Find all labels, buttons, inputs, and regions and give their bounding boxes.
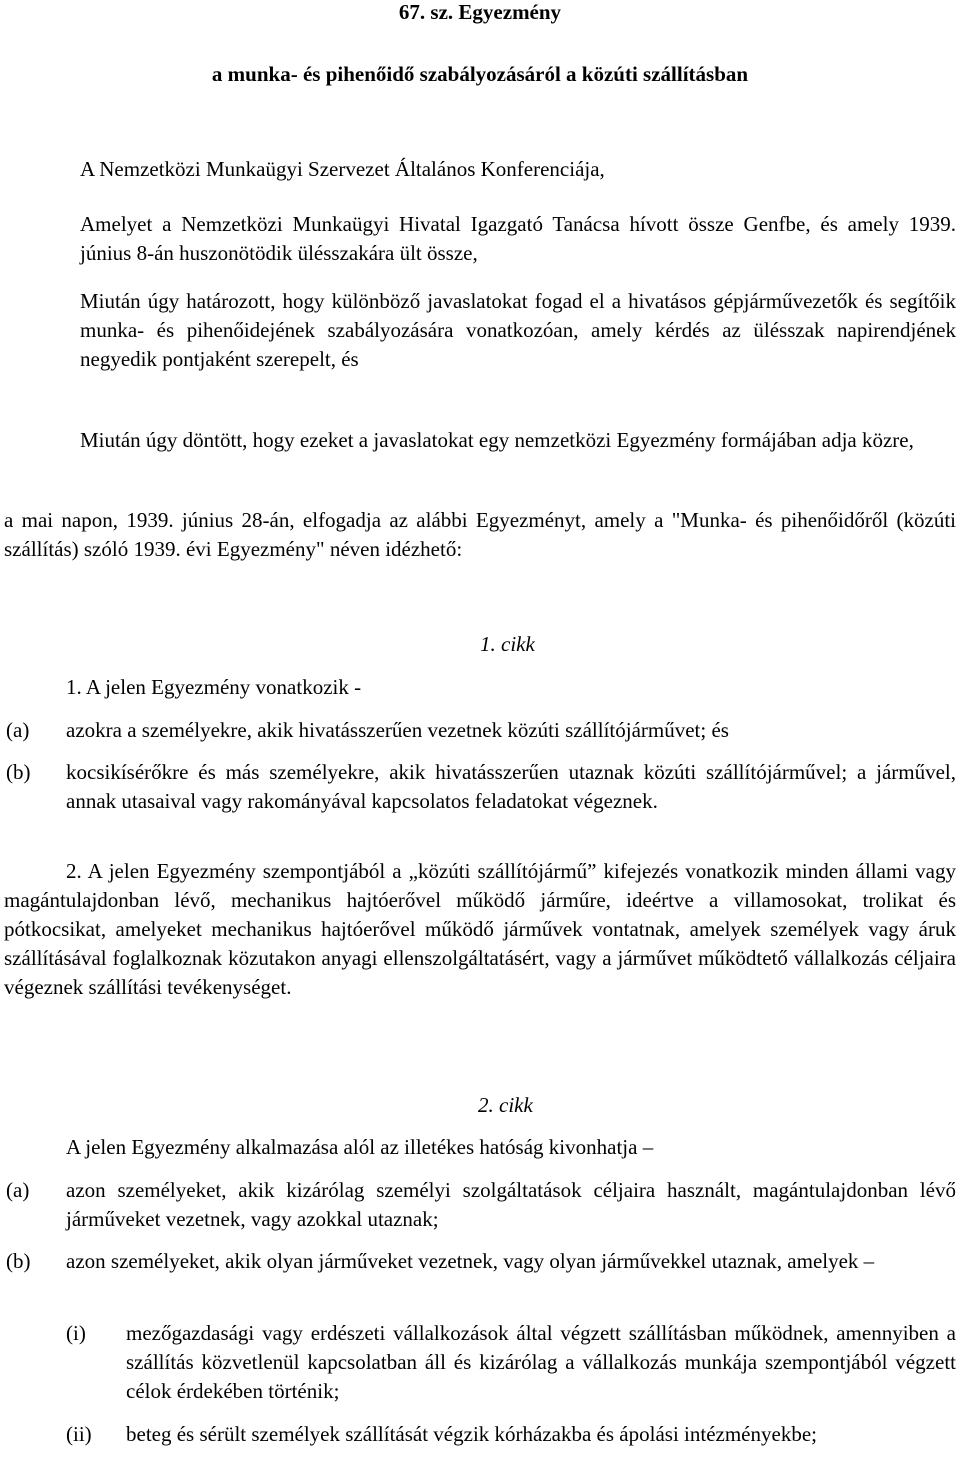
article-2-subitem-ii-text: beteg és sérült személyek szállítását végzik kórházakba és ápolási intézményekbe; [126, 1422, 817, 1446]
article-1-paragraph-2: 2. A jelen Egyezmény szempontjából a „közúti szállítójármű” kifejezés vonatkozik minden állami vagy magántulajdonban lévő, mechanikus hajtóerővel működő járműre, ideértve a villamosokat, trolikat és pótkocsikat, amelyeket mechanikus hajtóerővel működő járművek vontatnak, amelyek személyek vagy áruk szállításával foglalkoznak közutakon anyagi ellenszolgáltatásért, vagy a járművet működtető vállalkozás céljaira végeznek szállítási tevékenységet. [4, 859, 956, 999]
convention-number: 67. sz. Egyezmény [398, 0, 562, 24]
article-2-item-b-text: azon személyeket, akik olyan járműveket vezetnek, vagy olyan járművekkel utaznak, amelyek – [66, 1249, 875, 1273]
article-2-heading: 2. cikk [478, 1093, 533, 1117]
preamble-paragraph-3 [80, 426, 956, 455]
preamble-paragraph-4-text: a mai napon, 1939. június 28-án, elfogadja az alábbi Egyezményt, amely a "Munka- és pihenőidőről (közúti szállítás) szóló 1939. évi Egyezmény" néven idézhető: [4, 508, 956, 561]
article-2-item-b-label: (b) [6, 1249, 31, 1273]
article-2-subitem-i-text: mezőgazdasági vagy erdészeti vállalkozások által végzett szállításban működnek, amennyiben a szállítás közvetlenül kapcsolatban áll és kizárólag a vállalkozás munkája szempontjából végzett célok érdekében történik; [126, 1321, 956, 1403]
article-2-subitem-ii-label: (ii) [66, 1422, 92, 1446]
article-1-item-a-label: (a) [6, 718, 30, 742]
preamble-paragraph-4 [4, 506, 956, 564]
article-1-paragraph-1: 1. A jelen Egyezmény vonatkozik - [66, 675, 362, 699]
article-1-item-b-label: (b) [6, 760, 31, 784]
preamble-paragraph-2 [80, 287, 956, 374]
preamble-intro: A Nemzetközi Munkaügyi Szervezet Általános Konferenciája, [80, 157, 605, 181]
article-2-item-a-text: azon személyeket, akik kizárólag személyi szolgáltatások céljaira használt, magántulajdonban lévő járműveket vezetnek, vagy azokkal utaznak; [66, 1178, 956, 1231]
convention-title: a munka- és pihenőidő szabályozásáról a közúti szállításban [211, 62, 749, 86]
preamble-paragraph-1-text: Amelyet a Nemzetközi Munkaügyi Hivatal Igazgató Tanácsa hívott össze Genfbe, és amely 1939. június 8-án huszonötödik ülésszakára ült össze, [80, 212, 956, 265]
preamble-paragraph-2-text: Miután úgy határozott, hogy különböző javaslatokat fogad el a hivatásos gépjárművezetők és segítőik munka- és pihenőidejének szabályozására vonatkozóan, amely kérdés az ülésszak napirendjének negyedik pontjaként szerepelt, és [80, 289, 956, 371]
article-2-intro: A jelen Egyezmény alkalmazása alól az illetékes hatóság kivonhatja – [66, 1135, 654, 1159]
preamble-paragraph-3-text: Miután úgy döntött, hogy ezeket a javaslatokat egy nemzetközi Egyezmény formájában adja közre, [80, 428, 914, 452]
article-1-heading: 1. cikk [480, 632, 535, 656]
preamble-paragraph-1 [80, 210, 956, 268]
article-2-item-a-label: (a) [6, 1178, 30, 1202]
article-1-item-a-text: azokra a személyekre, akik hivatásszerűen vezetnek közúti szállítójárművet; és [66, 718, 729, 742]
article-1-item-b-text: kocsikísérőkre és más személyekre, akik hivatásszerűen utaznak közúti szállítójárművel; a járművel, annak utasaival vagy rakományával kapcsolatos feladatokat végeznek. [66, 760, 956, 813]
article-2-subitem-i-label: (i) [66, 1321, 86, 1345]
